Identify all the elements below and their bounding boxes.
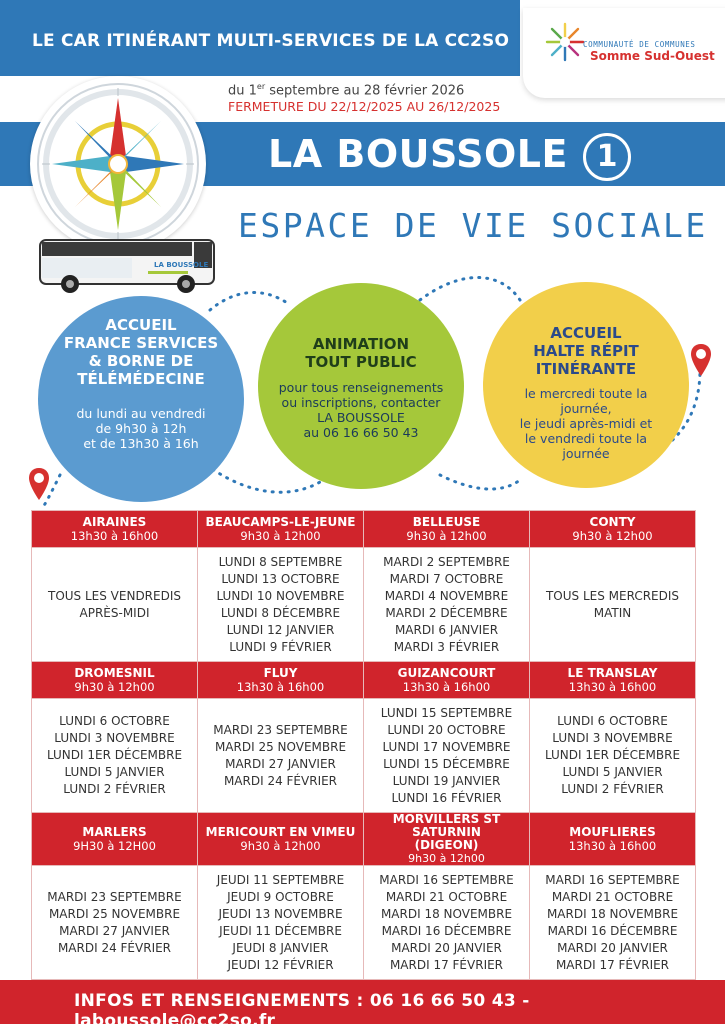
circle-title-line: ITINÉRANTE xyxy=(535,360,637,378)
schedule-date: LUNDI 9 FÉVRIER xyxy=(229,639,332,654)
schedule-date: LUNDI 2 FÉVRIER xyxy=(561,782,664,796)
schedule-date: JEUDI 9 OCTOBRE xyxy=(227,889,334,904)
schedule-date: LUNDI 12 JANVIER xyxy=(226,622,335,637)
town-header: LE TRANSLAY 13h30 à 16h00 xyxy=(530,662,696,699)
town-header: GUIZANCOURT 13h30 à 16h00 xyxy=(364,662,530,699)
schedule-date: MARDI 25 NOVEMBRE xyxy=(214,739,347,754)
circle-body-line: ou inscriptions, contacter xyxy=(281,395,441,410)
schedule-date: TOUS LES MERCREDIS xyxy=(545,588,680,603)
footer-contact: INFOS ET RENSEIGNEMENTS : 06 16 66 50 43 - laboussole@cc2so.fr xyxy=(74,991,530,1031)
schedule-date: JEUDI 11 DÉCEMBRE xyxy=(219,923,342,938)
schedule-date: LUNDI 2 FÉVRIER xyxy=(63,782,166,796)
schedule-date: MARDI 25 NOVEMBRE xyxy=(48,906,181,921)
schedule-date: LUNDI 6 OCTOBRE xyxy=(557,714,668,728)
schedule-date: LUNDI 3 NOVEMBRE xyxy=(552,731,673,745)
schedule-date: MARDI 27 JANVIER xyxy=(59,923,170,938)
date-range: du 1er septembre au 28 février 2026 xyxy=(228,82,465,99)
town-header: AIRAINES 13h30 à 16h00 xyxy=(32,511,198,548)
circle-title-line: ANIMATION xyxy=(312,335,410,353)
town-dates xyxy=(32,866,198,980)
schedule-date: LUNDI 13 OCTOBRE xyxy=(221,571,340,586)
circle-body-line: journée xyxy=(562,446,610,461)
town-header: DROMESNIL 9h30 à 12h00 xyxy=(32,662,198,699)
schedule-date: MARDI 20 JANVIER xyxy=(391,940,502,955)
schedule-table xyxy=(31,510,696,980)
town-header: BELLEUSE 9h30 à 12h00 xyxy=(364,511,530,548)
town-header: FLUY 13h30 à 16h00 xyxy=(198,662,364,699)
title-number-badge: 1 xyxy=(583,133,631,181)
circle-body-line: au 06 16 66 50 43 xyxy=(303,425,419,440)
schedule-date: MARDI 24 FÉVRIER xyxy=(223,773,338,788)
schedule-date: MARDI 4 NOVEMBRE xyxy=(384,588,509,603)
circle-title-line: ACCUEIL xyxy=(105,316,177,334)
schedule-date: LUNDI 8 DÉCEMBRE xyxy=(220,605,341,620)
schedule-date: MARDI 16 SEPTEMBRE xyxy=(545,872,680,887)
circle-title-line: FRANCE SERVICES xyxy=(63,334,219,352)
town-header: MARLERS 9H30 à 12H00 xyxy=(32,813,198,866)
town-dates xyxy=(198,548,364,662)
circle-title-line: ACCUEIL xyxy=(550,324,622,342)
town-dates xyxy=(32,699,198,813)
schedule-date: MARDI 27 JANVIER xyxy=(225,756,336,771)
schedule-date: MARDI 16 DÉCEMBRE xyxy=(381,923,512,938)
circle-title-line: & BORNE DE xyxy=(88,352,194,370)
bus-label: LA BOUSSOLE xyxy=(154,261,209,269)
compass-icon xyxy=(30,76,206,252)
schedule-date: LUNDI 10 NOVEMBRE xyxy=(216,588,345,603)
schedule-date: MARDI 17 FÉVRIER xyxy=(555,957,670,972)
closure-notice: FERMETURE DU 22/12/2025 AU 26/12/2025 xyxy=(228,99,501,114)
town-dates xyxy=(364,866,530,980)
footer-bar xyxy=(0,980,725,1031)
schedule-date: MARDI 17 FÉVRIER xyxy=(389,957,504,972)
schedule-date: LUNDI 15 DÉCEMBRE xyxy=(383,756,510,771)
town-header: BEAUCAMPS-LE-JEUNE 9h30 à 12h00 xyxy=(198,511,364,548)
schedule-date: MARDI 21 OCTOBRE xyxy=(385,889,508,904)
schedule-date: MARDI 23 SEPTEMBRE xyxy=(213,722,348,737)
schedule-date: MARDI 18 NOVEMBRE xyxy=(380,906,513,921)
town-dates xyxy=(530,699,696,813)
schedule-date: LUNDI 1ER DÉCEMBRE xyxy=(544,748,681,762)
schedule-date: JEUDI 13 NOVEMBRE xyxy=(218,906,343,921)
top-banner xyxy=(0,0,520,76)
circle-france-services xyxy=(38,296,244,502)
schedule-date: MARDI 16 DÉCEMBRE xyxy=(547,923,678,938)
circle-body-line: du lundi au vendredi xyxy=(76,406,206,421)
circle-body-line: et de 13h30 à 16h xyxy=(83,436,199,451)
circle-body-line: LA BOUSSOLE xyxy=(317,410,405,425)
circle-body-line: journée, xyxy=(560,401,612,416)
circle-body-line: le vendredi toute la xyxy=(524,431,648,446)
schedule-date: LUNDI 5 JANVIER xyxy=(562,765,663,779)
schedule-date: MARDI 2 DÉCEMBRE xyxy=(385,605,508,620)
schedule-date: LUNDI 1ER DÉCEMBRE xyxy=(46,748,183,762)
circle-body-line: le mercredi toute la xyxy=(524,386,648,401)
logo-sun-icon xyxy=(545,22,585,62)
location-pin-icon xyxy=(690,343,712,377)
town-dates xyxy=(198,866,364,980)
town-dates xyxy=(364,548,530,662)
circle-title-line: HALTE RÉPIT xyxy=(533,342,639,360)
schedule-date: LUNDI 16 FÉVRIER xyxy=(391,790,502,805)
schedule-date: JEUDI 12 FÉVRIER xyxy=(227,957,334,972)
schedule-date: LUNDI 6 OCTOBRE xyxy=(59,714,170,728)
town-header: CONTY 9h30 à 12h00 xyxy=(530,511,696,548)
schedule-date: JEUDI 8 JANVIER xyxy=(232,940,329,955)
logo-line1: COMMUNAUTÉ DE COMMUNES xyxy=(583,40,696,49)
schedule-date: LUNDI 19 JANVIER xyxy=(392,773,501,788)
schedule-date: LUNDI 17 NOVEMBRE xyxy=(382,739,511,754)
circle-halte-repit xyxy=(483,282,689,488)
banner-text: LE CAR ITINÉRANT MULTI-SERVICES DE LA CC2SO xyxy=(32,31,510,51)
schedule-date: MARDI 7 OCTOBRE xyxy=(389,571,504,586)
schedule-date: LUNDI 20 OCTOBRE xyxy=(387,722,506,737)
schedule-date: LUNDI 8 SEPTEMBRE xyxy=(218,554,343,569)
circle-body-line: pour tous renseignements xyxy=(278,380,444,395)
town-header: MORVILLERS ST SATURNIN (DIGEON) 9h30 à 12h00 xyxy=(364,813,530,866)
subtitle: ESPACE DE VIE SOCIALE xyxy=(238,206,708,245)
town-dates xyxy=(198,699,364,813)
circle-title-line: TÉLÉMÉDECINE xyxy=(77,370,205,388)
location-pin-icon xyxy=(28,467,50,501)
circle-body-line: le jeudi après-midi et xyxy=(519,416,653,431)
town-dates xyxy=(32,548,198,662)
schedule-date: MARDI 16 SEPTEMBRE xyxy=(379,872,514,887)
schedule-date: MATIN xyxy=(593,605,632,620)
schedule-date: MARDI 2 SEPTEMBRE xyxy=(383,554,510,569)
schedule-date: MARDI 6 JANVIER xyxy=(394,622,499,637)
schedule-date: LUNDI 15 SEPTEMBRE xyxy=(380,705,513,720)
town-dates xyxy=(364,699,530,813)
schedule-date: MARDI 21 OCTOBRE xyxy=(551,889,674,904)
schedule-date: TOUS LES VENDREDIS xyxy=(47,588,181,603)
town-header: MOUFLIERES 13h30 à 16h00 xyxy=(530,813,696,866)
schedule-date: MARDI 23 SEPTEMBRE xyxy=(47,889,182,904)
town-dates xyxy=(530,548,696,662)
schedule-date: LUNDI 5 JANVIER xyxy=(64,765,165,779)
schedule-date: JEUDI 11 SEPTEMBRE xyxy=(216,872,345,887)
schedule-date: MARDI 20 JANVIER xyxy=(557,940,668,955)
schedule-date: MARDI 3 FÉVRIER xyxy=(393,639,500,654)
schedule-date: APRÈS-MIDI xyxy=(79,605,150,620)
schedule-date: MARDI 18 NOVEMBRE xyxy=(546,906,679,921)
schedule-date: LUNDI 3 NOVEMBRE xyxy=(54,731,175,745)
page-title: LA BOUSSOLE xyxy=(268,132,568,176)
circle-animation xyxy=(258,283,464,489)
town-header: MERICOURT EN VIMEU 9h30 à 12h00 xyxy=(198,813,364,866)
circle-title-line: TOUT PUBLIC xyxy=(305,353,417,371)
schedule-date: MARDI 24 FÉVRIER xyxy=(57,940,172,955)
town-dates xyxy=(530,866,696,980)
circle-body-line: de 9h30 à 12h xyxy=(95,421,187,436)
logo-line2: Somme Sud-Ouest xyxy=(590,49,715,63)
